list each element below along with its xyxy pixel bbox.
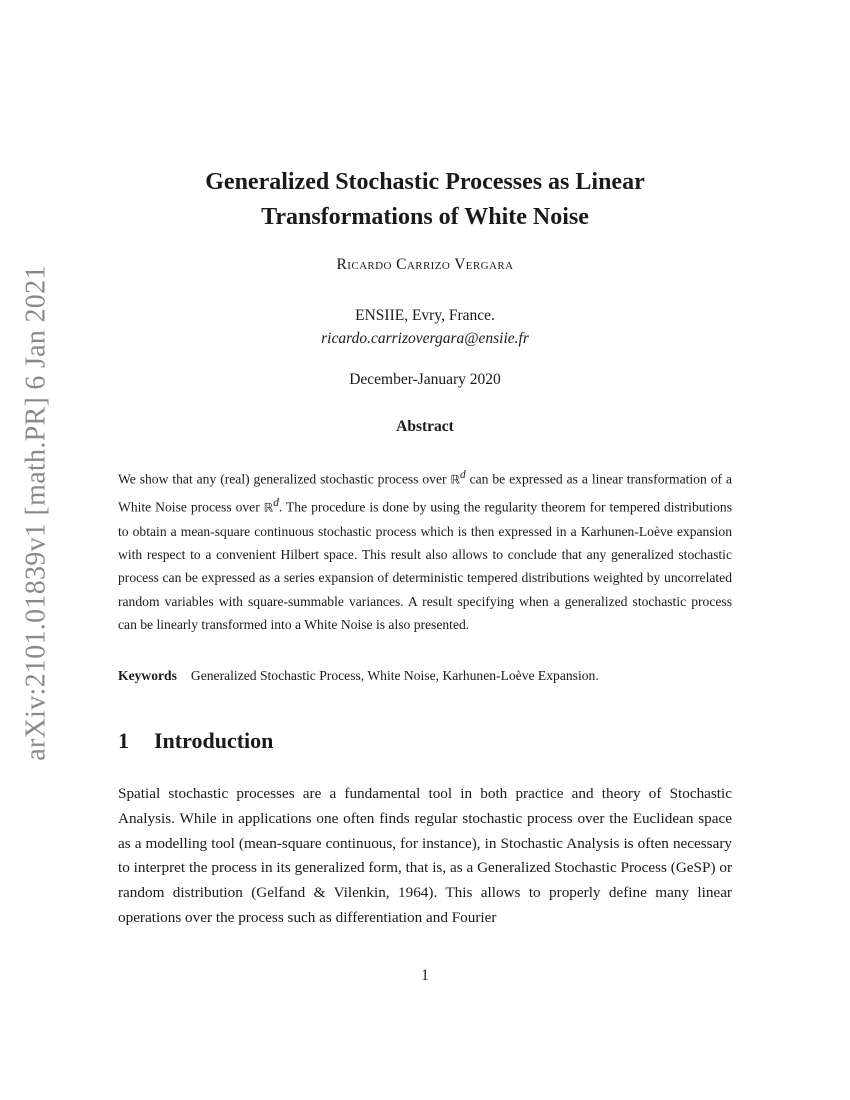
keywords-text: Generalized Stochastic Process, White Noise, Karhunen-Loève Expansion. <box>190 668 599 683</box>
affiliation-block <box>118 304 732 350</box>
author-email[interactable]: ricardo.carrizovergara@ensiie.fr <box>321 330 529 347</box>
dimension-superscript: d <box>459 469 466 481</box>
keywords-label: Keywords <box>118 668 177 683</box>
introduction-paragraph: Spatial stochastic processes are a fundamental tool in both practice and theory of Stochastic Analysis. While in applications one often finds regular stochastic process over the Euclidean space as a modelling tool (mean-square continuous, for instance), in Stochastic Analysis is often necessary to interpret the process in its generalized form, that is, as a Generalized Stochastic Process (GeSP) or random distribution (Gelfand & Vilenkin, 1964). This allows to properly define many linear operations over the process such as differentiation and Fourier <box>118 785 732 926</box>
abstract-text <box>118 464 732 636</box>
paper-title: Generalized Stochastic Processes as Linear Transformations of White Noise <box>205 169 645 230</box>
section-number: 1 <box>118 728 129 753</box>
page-number: 1 <box>421 967 429 984</box>
arxiv-identifier <box>18 265 56 760</box>
paper-date: December-January 2020 <box>349 371 501 388</box>
author-name: Ricardo Carrizo Vergara <box>336 256 514 273</box>
real-space-symbol: ℝ <box>263 500 274 515</box>
real-space-symbol: ℝ <box>450 472 460 487</box>
arxiv-identifier-text: arXiv:2101.01839v1 [math.PR] 6 Jan 2021 <box>21 264 53 761</box>
abstract-part-2: can be expressed as a linear transformation of a White Noise process over <box>118 471 732 515</box>
dimension-superscript: d <box>273 496 279 509</box>
abstract-heading: Abstract <box>396 418 454 435</box>
abstract-part-1: We show that any (real) generalized stochastic process over <box>118 471 451 487</box>
affiliation: ENSIIE, Evry, France. <box>355 307 495 324</box>
section-heading <box>118 728 732 754</box>
abstract-part-3: . The procedure is done by using the regularity theorem for tempered distributions to obtain a mean-square continuous stochastic process which is then expressed in a Karhunen-Loève expansion with respect to a convenient Hilbert space. This result also allows to conclude that any generalized stochastic process can be expressed as a series expansion of deterministic tempered distributions weighted by uncorrelated random variables with square-summable variances. A result specifying when a generalized stochastic process can be linearly transformed into a White Noise is also presented. <box>118 499 732 632</box>
keywords-line <box>118 668 732 684</box>
section-title: Introduction <box>154 728 274 753</box>
